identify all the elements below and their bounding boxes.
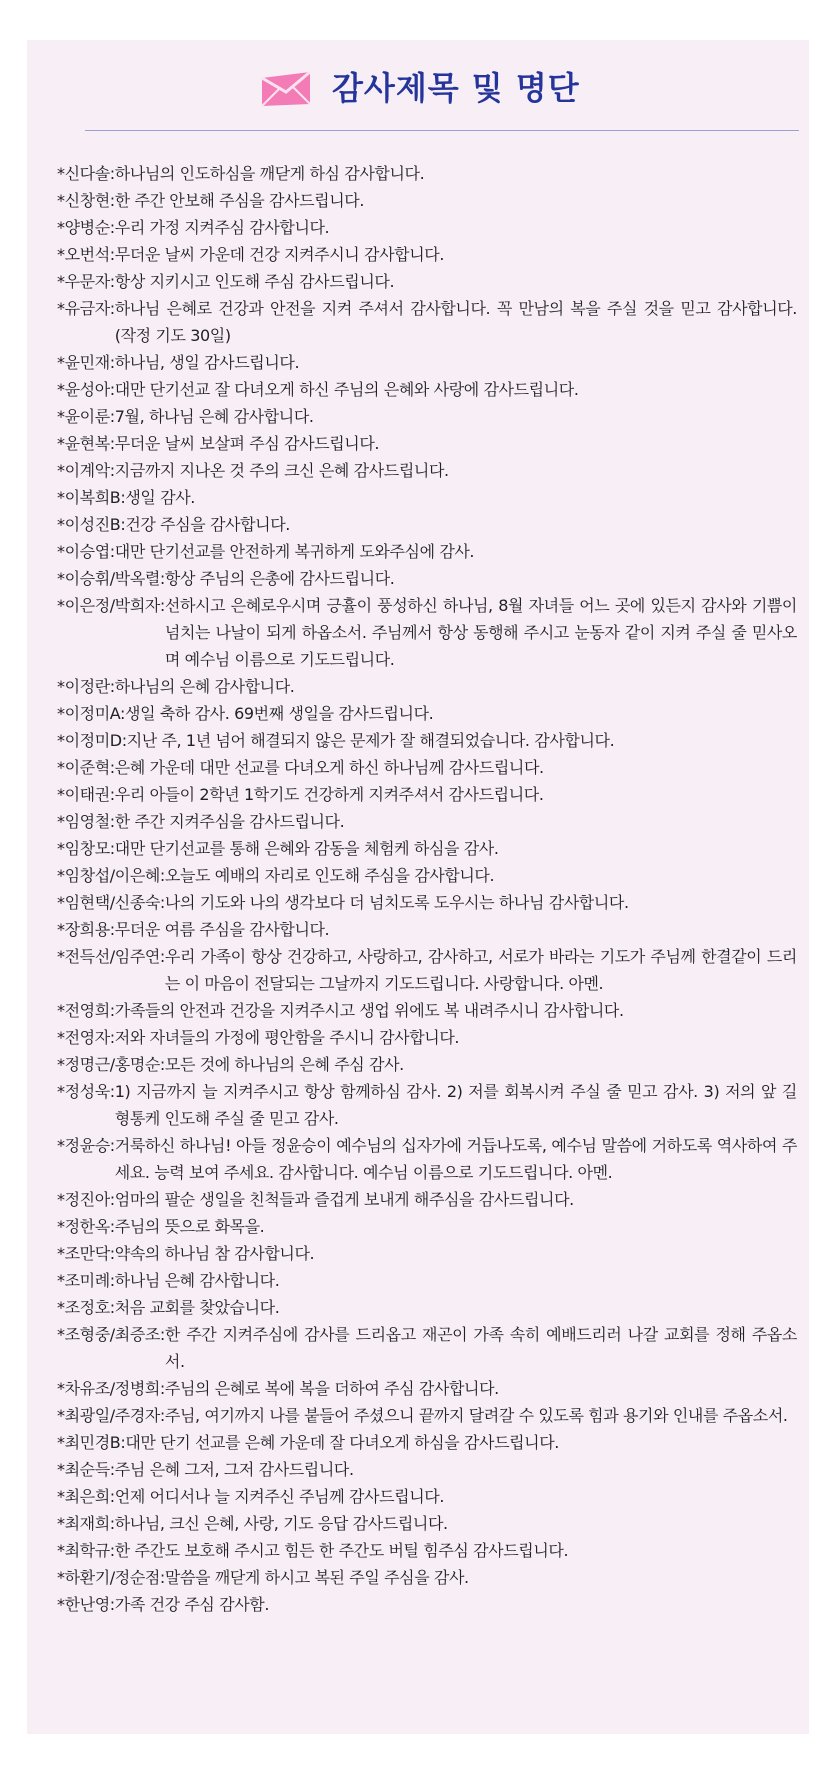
prayer-entry xyxy=(57,781,797,808)
prayer-entry xyxy=(57,268,797,295)
entry-text: 대만 단기선교를 안전하게 복귀하게 도와주심에 감사. xyxy=(114,542,475,561)
prayer-entry xyxy=(57,1294,797,1321)
prayer-entry xyxy=(57,457,797,484)
entry-name: *전영희: xyxy=(57,1001,115,1020)
entry-text: 주님의 은혜로 복에 복을 더하여 주심 감사합니다. xyxy=(164,1379,499,1398)
entry-text: 하나님, 크신 은혜, 사랑, 기도 응답 감사드립니다. xyxy=(114,1514,448,1533)
entry-name: *최민경B: xyxy=(57,1433,126,1452)
prayer-entry xyxy=(57,403,797,430)
prayer-entry xyxy=(57,1510,797,1537)
entry-name: *조미례: xyxy=(57,1271,115,1290)
entry-name: *최광일/주경자: xyxy=(57,1406,165,1425)
prayer-entry xyxy=(57,1375,797,1402)
entry-name: *정한옥: xyxy=(57,1217,115,1236)
entry-name: *차유조/정병희: xyxy=(57,1379,165,1398)
entry-name: *윤현복: xyxy=(57,434,115,453)
entry-name: *정명근/홍명순: xyxy=(57,1055,165,1074)
entry-name: *임창모: xyxy=(57,839,115,858)
prayer-entry xyxy=(57,889,797,916)
prayer-entry xyxy=(57,1429,797,1456)
entry-name: *이성진B: xyxy=(57,515,126,534)
entry-text: 하나님 은혜로 건강과 안전을 지켜 주셔서 감사합니다. 꼭 만남의 복을 주실 것을 믿고 감사합니다. (작정 기도 30일) xyxy=(114,299,797,345)
entry-text: 지난 주, 1년 넘어 해결되지 않은 문제가 잘 해결되었습니다. 감사합니다. xyxy=(126,731,615,750)
prayer-entry xyxy=(57,1564,797,1591)
entry-text: 가족 건강 주심 감사함. xyxy=(114,1595,270,1614)
entry-text: 처음 교회를 찾았습니다. xyxy=(114,1298,280,1317)
entry-text: 주님, 여기까지 나를 붙들어 주셨으니 끝까지 달려갈 수 있도록 힘과 용기와 인내를 주옵소서. xyxy=(164,1406,788,1425)
entry-name: *조정호: xyxy=(57,1298,115,1317)
entry-name: *이태권: xyxy=(57,785,115,804)
entry-text: 모든 것에 하나님의 은혜 주심 감사. xyxy=(164,1055,404,1074)
entry-name: *정진아: xyxy=(57,1190,115,1209)
entry-name: *이복희B: xyxy=(57,488,126,507)
prayer-entry xyxy=(57,1186,797,1213)
prayer-list-card xyxy=(27,40,809,1734)
entry-text: 약속의 하나님 참 감사합니다. xyxy=(114,1244,315,1263)
prayer-entry xyxy=(57,1321,797,1375)
entry-text: 주님 은혜 그저, 그저 감사드립니다. xyxy=(114,1460,354,1479)
prayer-entry xyxy=(57,349,797,376)
entry-text: 항상 지키시고 인도해 주심 감사드립니다. xyxy=(114,272,395,291)
prayer-entry xyxy=(57,862,797,889)
entry-name: *전영자: xyxy=(57,1028,115,1047)
entry-name: *이정미D: xyxy=(57,731,127,750)
entry-text: 오늘도 예배의 자리로 인도해 주심을 감사합니다. xyxy=(164,866,495,885)
prayer-entry xyxy=(57,160,797,187)
entry-text: 건강 주심을 감사합니다. xyxy=(125,515,290,534)
entry-name: *조형중/최증조: xyxy=(57,1325,165,1344)
prayer-entry xyxy=(57,430,797,457)
prayer-entry xyxy=(57,511,797,538)
entry-name: *이준혁: xyxy=(57,758,115,777)
entry-text: 지금까지 지나온 것 주의 크신 은혜 감사드립니다. xyxy=(114,461,449,480)
entry-text: 7월, 하나님 은혜 감사합니다. xyxy=(114,407,314,426)
entry-text: 한 주간도 보호해 주시고 힘든 한 주간도 버틸 힘주심 감사드립니다. xyxy=(114,1541,569,1560)
entry-name: *정성욱: xyxy=(57,1082,115,1101)
entry-text: 저와 자녀들의 가정에 평안함을 주시니 감사합니다. xyxy=(114,1028,460,1047)
entry-text: 무더운 날씨 가운데 건강 지켜주시니 감사합니다. xyxy=(114,245,445,264)
page-title: 감사제목 및 명단 xyxy=(332,69,580,107)
entry-name: *정윤승: xyxy=(57,1136,115,1155)
prayer-entry xyxy=(57,754,797,781)
entry-name: *최은희: xyxy=(57,1487,115,1506)
prayer-entry-list xyxy=(57,160,797,1618)
entry-name: *유금자: xyxy=(57,299,115,318)
entry-text: 무더운 여름 주심을 감사합니다. xyxy=(114,920,330,939)
prayer-entry xyxy=(57,484,797,511)
entry-name: *이승엽: xyxy=(57,542,115,561)
entry-name: *윤성아: xyxy=(57,380,115,399)
entry-text: 무더운 날씨 보살펴 주심 감사드립니다. xyxy=(114,434,380,453)
entry-text: 가족들의 안전과 건강을 지켜주시고 생업 위에도 복 내려주시니 감사합니다. xyxy=(114,1001,624,1020)
entry-text: 하나님, 생일 감사드립니다. xyxy=(114,353,300,372)
entry-text: 언제 어디서나 늘 지켜주신 주님께 감사드립니다. xyxy=(114,1487,445,1506)
entry-name: *임영철: xyxy=(57,812,115,831)
entry-text: 대만 단기 선교를 은혜 가운데 잘 다녀오게 하심을 감사드립니다. xyxy=(125,1433,559,1452)
entry-name: *이계악: xyxy=(57,461,115,480)
prayer-entry xyxy=(57,1483,797,1510)
entry-text: 1) 지금까지 늘 지켜주시고 항상 함께하심 감사. 2) 저를 회복시켜 주실 줄 믿고 감사. 3) 저의 앞 길 형통케 인도해 주실 줄 믿고 감사. xyxy=(114,1082,797,1128)
prayer-entry xyxy=(57,997,797,1024)
entry-text: 엄마의 팔순 생일을 친척들과 즐겁게 보내게 해주심을 감사드립니다. xyxy=(114,1190,574,1209)
entry-text: 우리 아들이 2학년 1학기도 건강하게 지켜주셔서 감사드립니다. xyxy=(114,785,544,804)
entry-name: *한난영: xyxy=(57,1595,115,1614)
entry-name: *최재희: xyxy=(57,1514,115,1533)
header xyxy=(27,40,809,130)
prayer-entry xyxy=(57,835,797,862)
prayer-entry xyxy=(57,916,797,943)
entry-name: *전득선/임주연: xyxy=(57,947,165,966)
entry-name: *이은정/박희자: xyxy=(57,596,165,615)
entry-name: *임창섭/이은혜: xyxy=(57,866,165,885)
prayer-entry xyxy=(57,538,797,565)
entry-name: *조만닥: xyxy=(57,1244,115,1263)
prayer-entry xyxy=(57,592,797,673)
envelope-icon xyxy=(260,70,312,108)
prayer-entry xyxy=(57,1213,797,1240)
prayer-entry xyxy=(57,943,797,997)
prayer-entry xyxy=(57,1267,797,1294)
prayer-entry xyxy=(57,1402,797,1429)
entry-text: 우리 가정 지켜주심 감사합니다. xyxy=(114,218,330,237)
entry-text: 하나님의 인도하심을 깨닫게 하심 감사합니다. xyxy=(114,164,425,183)
entry-name: *하환기/정순점: xyxy=(57,1568,165,1587)
entry-text: 거룩하신 하나님! 아들 정윤승이 예수님의 십자가에 거듭나도록, 예수님 말씀에 거하도록 역사하여 주세요. 능력 보여 주세요. 감사합니다. 예수님 이름으로 기도드립니다. 아멘. xyxy=(114,1136,797,1182)
entry-text: 나의 기도와 나의 생각보다 더 넘치도록 도우시는 하나님 감사합니다. xyxy=(164,893,629,912)
prayer-entry xyxy=(57,673,797,700)
prayer-entry xyxy=(57,808,797,835)
entry-name: *신창현: xyxy=(57,191,115,210)
entry-name: *윤민재: xyxy=(57,353,115,372)
header-divider xyxy=(85,130,799,131)
entry-name: *양병순: xyxy=(57,218,115,237)
entry-name: *오번석: xyxy=(57,245,115,264)
prayer-entry xyxy=(57,187,797,214)
entry-name: *최학규: xyxy=(57,1541,115,1560)
entry-text: 우리 가족이 항상 건강하고, 사랑하고, 감사하고, 서로가 바라는 기도가 주님께 한결같이 드리는 이 마음이 전달되는 그날까지 기도드립니다. 사랑합니다. 아멘. xyxy=(164,947,797,993)
entry-name: *임현택/신종숙: xyxy=(57,893,165,912)
entry-text: 한 주간 안보해 주심을 감사드립니다. xyxy=(114,191,365,210)
entry-text: 생일 축하 감사. 69번째 생일을 감사드립니다. xyxy=(125,704,434,723)
entry-text: 대만 단기선교를 통해 은혜와 감동을 체험케 하심을 감사. xyxy=(114,839,499,858)
prayer-entry xyxy=(57,295,797,349)
prayer-entry xyxy=(57,376,797,403)
entry-name: *윤이룬: xyxy=(57,407,115,426)
prayer-entry xyxy=(57,565,797,592)
entry-text: 선하시고 은혜로우시며 긍휼이 풍성하신 하나님, 8월 자녀들 어느 곳에 있든지 감사와 기쁨이 넘치는 나날이 되게 하옵소서. 주님께서 항상 동행해 주시고 눈동자 같이 지켜 주실 줄 믿사오며 예수님 이름으로 기도드립니다. xyxy=(164,596,797,669)
prayer-entry xyxy=(57,1024,797,1051)
entry-text: 항상 주님의 은총에 감사드립니다. xyxy=(164,569,395,588)
prayer-entry xyxy=(57,214,797,241)
entry-name: *장희용: xyxy=(57,920,115,939)
prayer-entry xyxy=(57,1078,797,1132)
entry-name: *신다솔: xyxy=(57,164,115,183)
entry-name: *이정란: xyxy=(57,677,115,696)
prayer-entry xyxy=(57,1591,797,1618)
entry-name: *우문자: xyxy=(57,272,115,291)
prayer-entry xyxy=(57,1132,797,1186)
entry-text: 한 주간 지켜주심을 감사드립니다. xyxy=(114,812,345,831)
prayer-entry xyxy=(57,241,797,268)
entry-text: 한 주간 지켜주심에 감사를 드리옵고 재곤이 가족 속히 예배드리러 나갈 교회를 정해 주옵소서. xyxy=(164,1325,797,1371)
entry-text: 하나님 은혜 감사합니다. xyxy=(114,1271,280,1290)
entry-name: *이승휘/박옥렬: xyxy=(57,569,165,588)
entry-text: 하나님의 은혜 감사합니다. xyxy=(114,677,295,696)
prayer-entry xyxy=(57,700,797,727)
entry-text: 주님의 뜻으로 화목을. xyxy=(114,1217,265,1236)
entry-text: 말씀을 깨닫게 하시고 복된 주일 주심을 감사. xyxy=(164,1568,469,1587)
entry-name: *최순득: xyxy=(57,1460,115,1479)
entry-text: 대만 단기선교 잘 다녀오게 하신 주님의 은혜와 사랑에 감사드립니다. xyxy=(114,380,579,399)
prayer-entry xyxy=(57,1456,797,1483)
prayer-entry xyxy=(57,1240,797,1267)
prayer-entry xyxy=(57,1051,797,1078)
entry-name: *이정미A: xyxy=(57,704,126,723)
entry-text: 은혜 가운데 대만 선교를 다녀오게 하신 하나님께 감사드립니다. xyxy=(114,758,544,777)
entry-text: 생일 감사. xyxy=(125,488,195,507)
prayer-entry xyxy=(57,727,797,754)
prayer-entry xyxy=(57,1537,797,1564)
